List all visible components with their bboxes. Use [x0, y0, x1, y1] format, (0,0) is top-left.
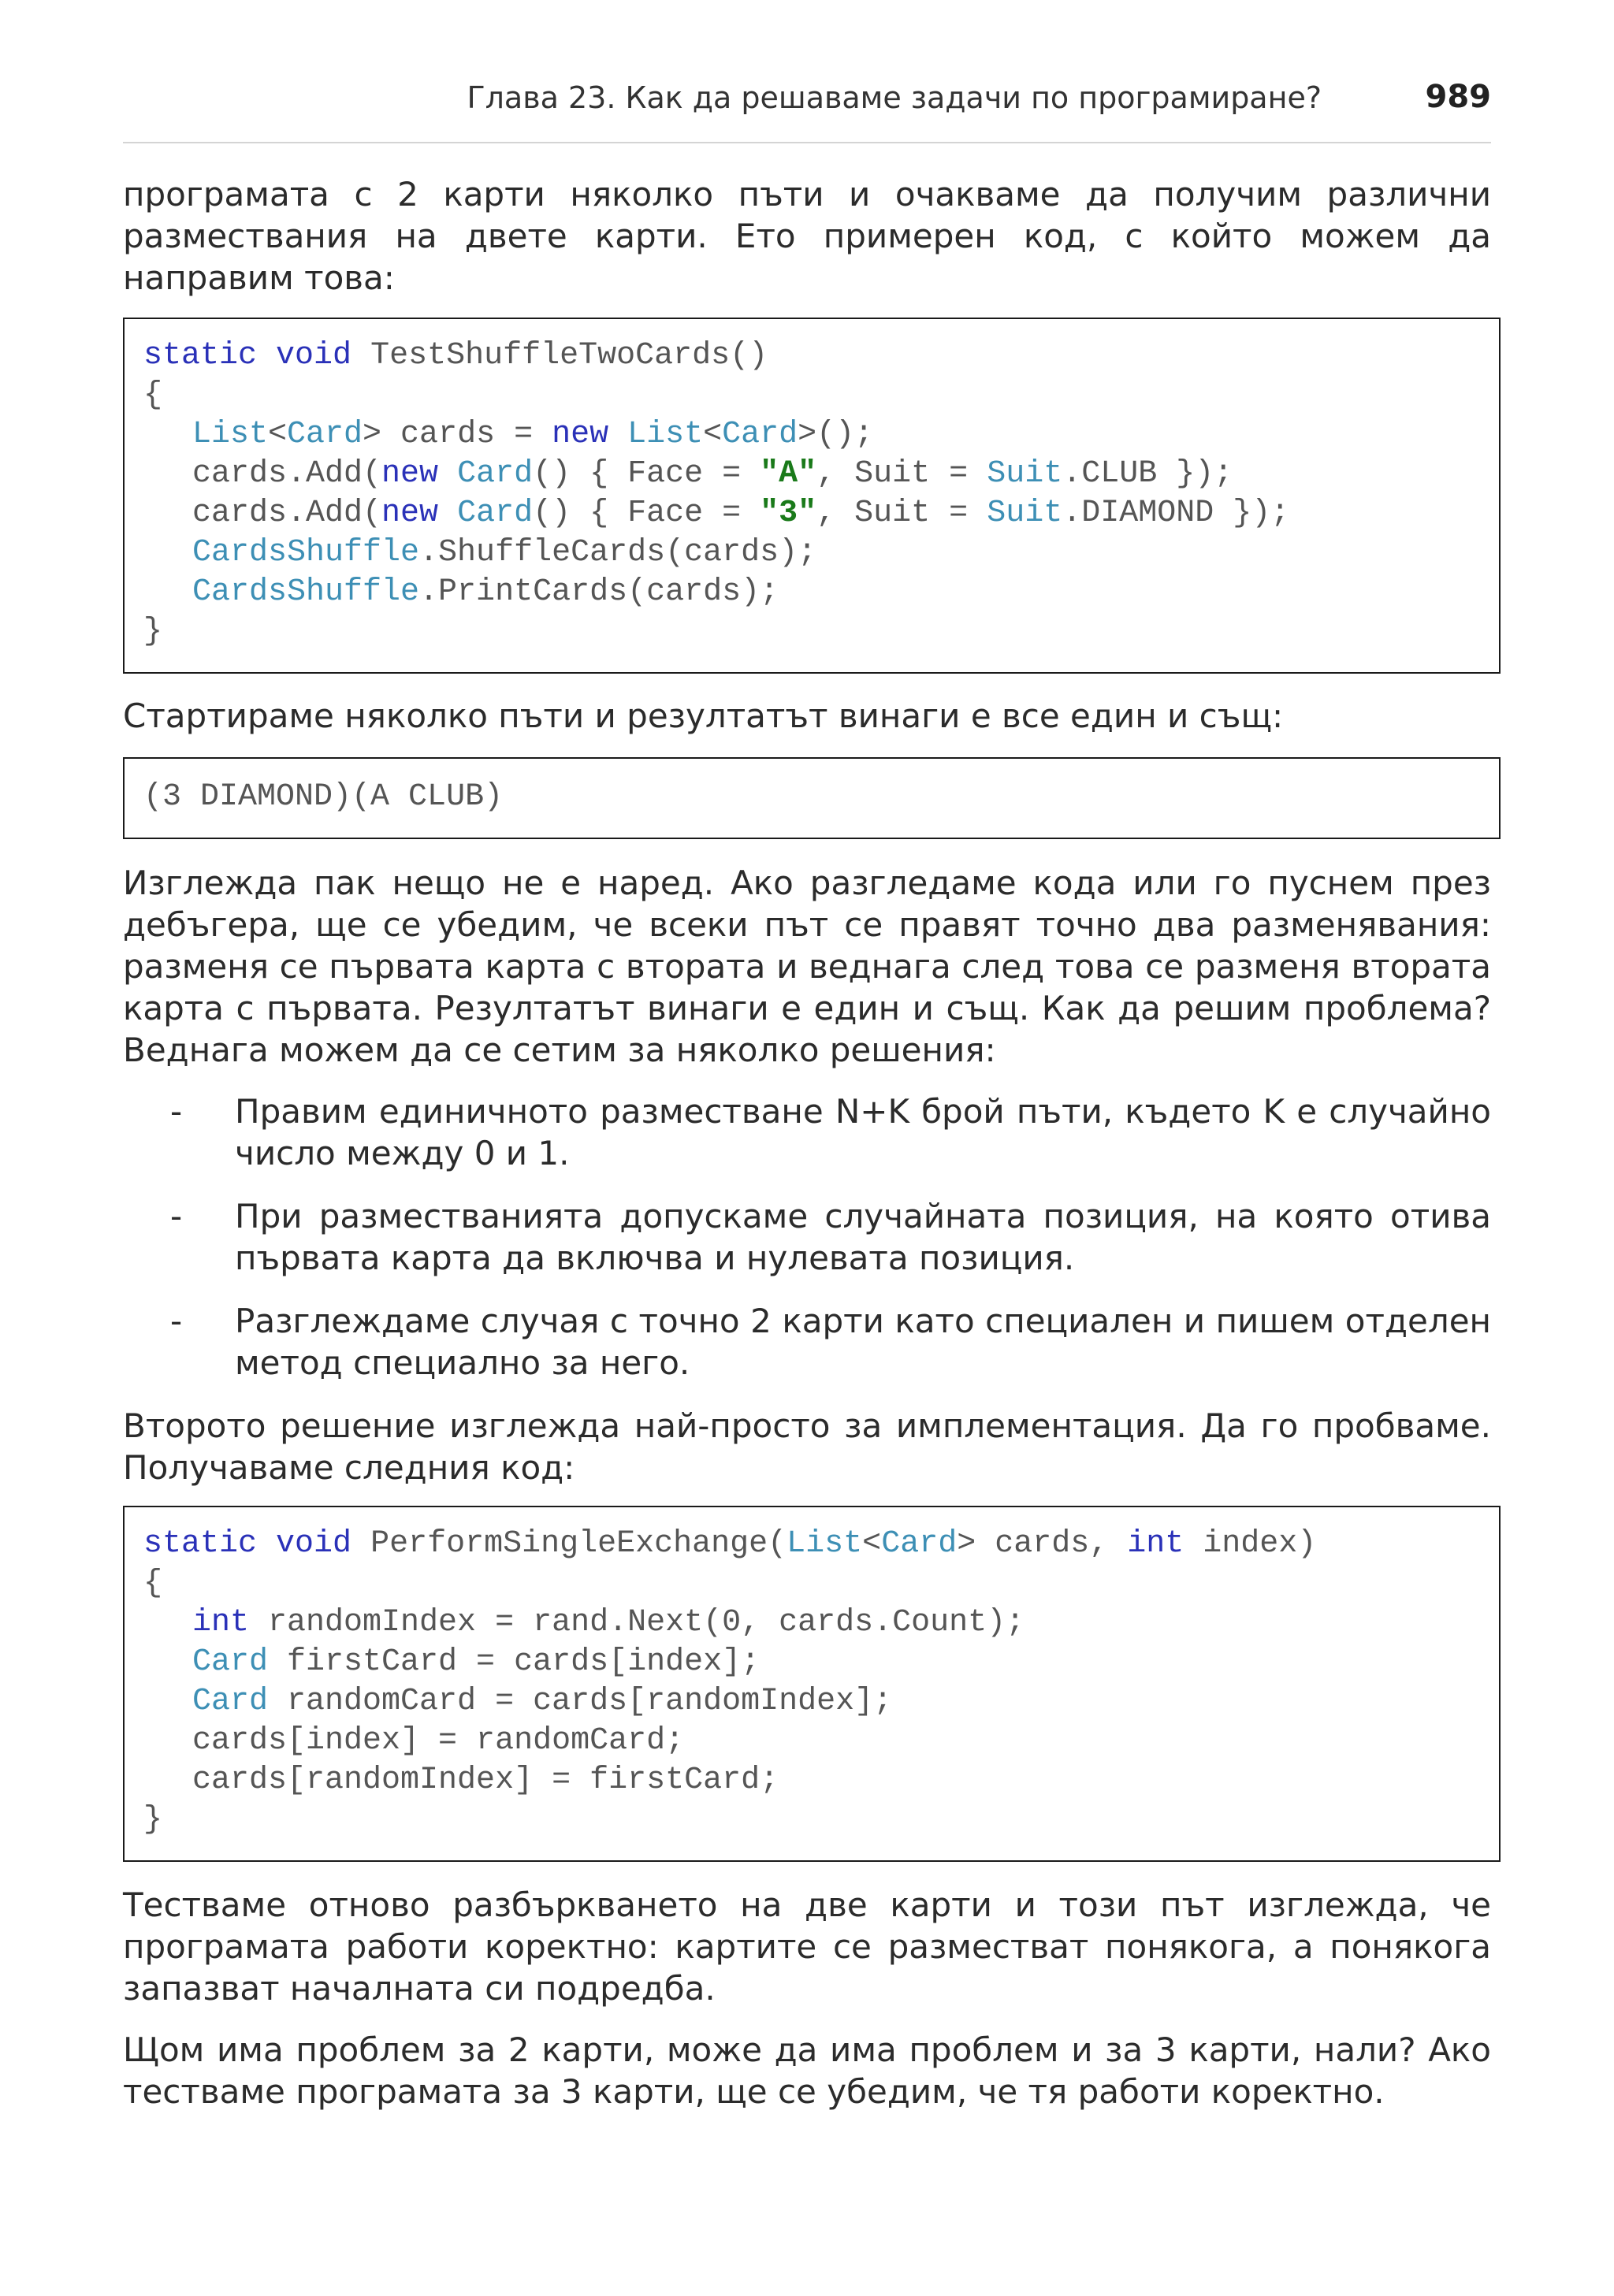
- paragraph-retest: Тестваме отново разбъркването на две карти и този път изглежда, че програмата работи коректно: картите се разместват понякога, а понякога запазват началната си подредба.: [123, 1885, 1491, 2008]
- code-block-test-shuffle: [123, 318, 1501, 674]
- bullet-marker: -: [170, 1092, 183, 1131]
- paragraph-run-result: Стартираме няколко пъти и резултатът винаги е все един и същ:: [123, 697, 1284, 735]
- paragraph-intro: програмата с 2 карти няколко пъти и очакваме да получим различни размествания на двете карти. Ето примерен код, с който можем да направим това:: [123, 175, 1491, 297]
- code-line: CardsShuffle.ShuffleCards(cards);: [192, 535, 817, 570]
- code-line: List<Card> cards = new List<Card>();: [192, 417, 874, 452]
- bullet-item: [123, 1090, 1491, 1174]
- code-line: }: [143, 1802, 163, 1837]
- paragraph-problem-analysis: Изглежда пак нещо не е наред. Ако разгледаме кода или го пуснем през дебъгера, ще се убедим, че всеки път се правят точно два разменявания: разменя се първата карта с втората и веднага след това се разменя втората карта с първата. Резултатът винаги е един и същ. Как да решим проблема? Веднага можем да се сетим за няколко решения:: [123, 864, 1491, 1069]
- bullet-item: [123, 1195, 1491, 1279]
- code-line: Card randomCard = cards[randomIndex];: [192, 1684, 893, 1719]
- code-line: }: [143, 614, 163, 649]
- bullet-text: Правим единичното разместване N+K брой пъти, където K е случайно число между 0 и 1.: [235, 1092, 1491, 1172]
- code-line: int randomIndex = rand.Next(0, cards.Count);: [192, 1605, 1025, 1640]
- paragraph-three-cards: Щом има проблем за 2 карти, може да има проблем и за 3 карти, нали? Ако тестваме програмата за 3 карти, ще се убедим, че тя работи коректно.: [123, 2030, 1491, 2111]
- code-line: cards.Add(new Card() { Face = "A", Suit = Suit.CLUB });: [192, 456, 1233, 492]
- code-line: cards[randomIndex] = firstCard;: [192, 1763, 779, 1798]
- code-line: cards[index] = randomCard;: [192, 1723, 685, 1759]
- paragraph-second-solution: Второто решение изглежда най-просто за имплементация. Да го пробваме. Получаваме следния код:: [123, 1406, 1491, 1487]
- bullet-marker: -: [170, 1302, 183, 1340]
- code-block-single-exchange: [123, 1506, 1501, 1862]
- code-line: static void PerformSingleExchange(List<Card> cards, int index): [143, 1526, 1317, 1562]
- chapter-title: Глава 23. Как да решаваме задачи по програмиране?: [467, 80, 1322, 115]
- output-block: [123, 757, 1501, 839]
- page-number: 989: [1425, 79, 1491, 115]
- bullet-text: При разместванията допускаме случайната позиция, на която отива първата карта да включва и нулевата позиция.: [235, 1197, 1491, 1277]
- code-line: CardsShuffle.PrintCards(cards);: [192, 574, 779, 610]
- code-line: cards.Add(new Card() { Face = "3", Suit = Suit.DIAMOND });: [192, 496, 1290, 531]
- bullet-item: [123, 1300, 1491, 1384]
- output-text: (3 DIAMOND)(A CLUB): [143, 779, 504, 815]
- code-line: {: [143, 1566, 163, 1601]
- bullet-marker: -: [170, 1197, 183, 1235]
- page-header: [123, 79, 1491, 143]
- bullet-text: Разглеждаме случая с точно 2 карти като специален и пишем отделен метод специално за него.: [235, 1302, 1491, 1382]
- code-line: static void TestShuffleTwoCards(): [143, 338, 768, 373]
- code-line: Card firstCard = cards[index];: [192, 1644, 761, 1680]
- code-line: {: [143, 377, 163, 413]
